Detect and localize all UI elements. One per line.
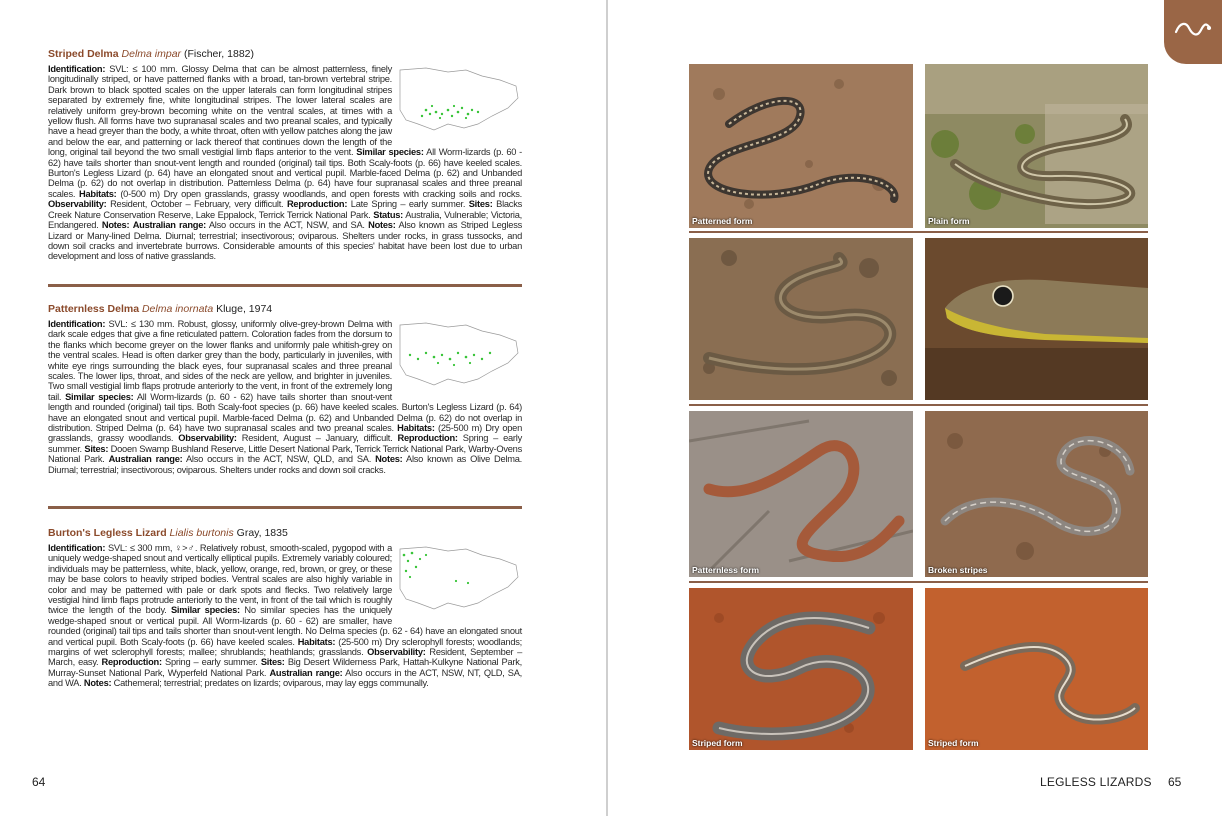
field-label: Habitats: [79,188,117,199]
field-label: Reproduction: [286,199,348,210]
snake-icon [1173,18,1213,42]
author-year: Gray, 1835 [236,527,288,539]
field-label: Similar species: [65,391,134,402]
field-text: SVL: ≤ 100 mm. Glossy Delma that can be almost patternless, finely longitudinally striped, or have patterned flanks with a broad, tan-brown vertebral stripe. Dark brown to black spotted scales on the upper laterals can form longitudinal stripes separated by extremely fine, white longitudinal stripes. The lower lateral scales are relatively uniform grey-brown becoming white on the ventral scales, at times with a yellow flush. All forms have two supranasal scales and two preanal scales, and typically have a head greyer than the body, a white throat, often with yellow patches along the jaw and below the ear, and patterning or lack thereof that continues down the length of the long, original tail beyond the two small vestigial limb flaps anterior to the vent. [48,64,392,158]
photo-row-divider [689,231,1148,233]
photo-caption: Patterned form [692,216,753,226]
photo-caption: Plain form [928,216,970,226]
latin-name: Delma impar [121,48,182,60]
left-page [0,0,606,816]
species-entry-burtons-legless-lizard [48,527,522,689]
field-label: Observability: [367,647,426,658]
photo-burtons-striped-1 [689,588,913,750]
field-label: Sites: [84,443,109,454]
field-text: Dooen Swamp Bushland Reserve, Little Desert National Park, Terrick Terrick National Park, Warby-Ovens National Park. [48,443,522,465]
field-label: Similar species: [356,147,424,158]
field-label: Similar species: [170,605,240,616]
photo-row-divider [689,581,1148,583]
entry-heading [48,48,522,61]
field-text: (0-500 m) Dry open grasslands, grassy woodlands, and open forests with cracking soils and rocks. [116,188,522,199]
author-year: Kluge, 1974 [216,303,273,315]
field-text: Late Spring – early summer. [347,199,469,210]
latin-name: Lialis burtonis [169,527,234,539]
field-text: SVL: ≤ 130 mm. Robust, glossy, uniformly olive-grey-brown Delma with dark scale edges that give a fine reticulated pattern. Coloration fades from the dorsum to the flanks which become greyer on the lower flanks and uniformly pale whitish-grey on the ventral scales. Head is often darker grey than the body, particularly in juveniles, with white eye rings surrounding the black eyes, four supranasal scales and three preanal scales. The lower lips, throat, and sides of the neck are yellow, and brighter in juveniles. Two small vestigial limb flaps protrude anteriorly to the vent, in front of the extremely long tail. [48,319,392,402]
field-text: All Worm-lizards (p. 60 - 62) have tails shorter than snout-vent length and rounded (original) tail tips. Both Scaly-foot species (p. 66) have keeled scales. Burton's Legless Lizard (p. 64) have an elongated snout and vertical pupil. Marble-faced Delma (p. 62) and Unbanded Delma (p. 62) do not overlap in distribution. Striped Delma (p. 64) have two supranasal scales and two preanal scales. [48,391,522,434]
field-text: No similar species has the uniquely wedge-shaped snout or vertical pupil. All Worm-lizards (p. 60 - 62) are smaller, have rounded (original) tail tips and tails shorter than snout-vent length. No Delma species (p. 62 - 64) have an elongated snout and vertical pupil. Both Scaly-foots (p. 66) have keeled scales. [48,605,522,647]
entry-heading [48,303,522,316]
field-label: Reproduction: [397,433,458,444]
author-year: (Fischer, 1882) [183,48,254,60]
photo-caption: Patternless form [692,565,760,575]
entry-heading [48,527,522,540]
photo-bg [689,64,913,228]
common-name: Burton's Legless Lizard [48,527,167,539]
entry-body [48,319,522,475]
field-label: Notes: [101,220,130,231]
entry-body [48,64,522,262]
distribution-map [396,319,522,391]
field-text: Also occurs in the ACT, NSW, QLD, and SA. [182,454,376,465]
photo-row-divider [689,404,1148,406]
photo-caption: Broken stripes [928,565,988,575]
field-text: Resident, September – March, easy. [48,647,522,668]
field-text: Spring – early summer. [48,433,522,454]
page-number: 65 [1168,775,1182,789]
field-label: Observability: [48,199,107,210]
field-text: Spring – early summer. [161,657,261,668]
field-label: Australian range: [132,220,206,231]
field-text: Cathemeral; terrestrial; predates on lizards; oviparous, may lay eggs communally. [111,678,429,689]
photo-bg [925,588,1148,750]
common-name: Striped Delma [48,48,119,60]
common-name: Patternless Delma [48,303,140,315]
photo-caption: Striped form [928,738,979,748]
field-text: Also known as Olive Delma. Diurnal; terrestrial; insectivorous; oviparous. Shelters under rocks and down soil cracks. [48,454,522,475]
right-page [608,0,1222,816]
field-text: (25-500 m) Dry sclerophyll forests; woodlands; margins of wet sclerophyll forests; mallee; shrublands; heathlands; grasslands. [48,636,522,658]
field-label: Australian range: [108,454,183,465]
entry-body [48,543,522,689]
running-head: LEGLESS LIZARDS [1040,775,1152,789]
field-label: Australian range: [269,667,343,678]
distribution-map [396,543,522,615]
field-text: Resident, August – January, difficult. [236,433,398,444]
field-label: Notes: [368,220,396,231]
field-text: All Worm-lizards (p. 60 - 62) have tails shorter than snout-vent length and rounded (original) tail tips. Both Scaly-foots (p. 66) have keeled scales. Burton's Legless Lizard (p. 64) have an elongated snout and vertical pupil. Marble-faced Delma (p. 62) and Unbanded Delma (p. 62) do not overlap in distribution. Patternless Delma (p. 64) have four supranasal scales and three preanal scales. [48,147,522,199]
species-entry-striped-delma [48,48,522,262]
photo-burtons-broken-stripes [925,411,1148,577]
field-label: Notes: [83,678,112,689]
field-label: Observability: [178,433,237,444]
field-label: Identification: [48,543,106,553]
field-label: Habitats: [397,423,435,434]
photo-striped-delma-patterned [689,64,913,228]
field-label: Notes: [375,454,403,465]
latin-name: Delma inornata [141,303,214,315]
field-text: Also occurs in the ACT, NSW, and SA. [205,220,369,231]
section-divider [48,506,522,509]
field-text: (25-500 m) Dry open grasslands, grassy woodlands. [48,423,522,444]
field-label: Reproduction: [101,657,162,668]
field-text: Resident, October – February, very difficult. [106,199,287,210]
field-text: Australia, Vulnerable; Victoria, Endangered. [48,209,522,231]
field-text: Also known as Striped Legless Lizard or Many-lined Delma. Diurnal; terrestrial; insectivorous; oviparous. Shelters under rocks, in grass tussocks, and down soil cracks and invertebrate burrows. Considerable amounts of this species' habitat have been lost due to urban development and loss of native grasslands. [48,220,522,262]
page-number: 64 [32,775,46,789]
field-label: Sites: [468,199,493,210]
chapter-tab [1164,0,1222,64]
field-label: Status: [373,209,404,220]
section-divider [48,284,522,287]
field-label: Identification: [48,319,106,329]
field-text: Also occurs in the ACT, NSW, NT, QLD, SA, and WA. [48,667,522,689]
photo-patternless-delma-head [925,238,1148,400]
photo-caption: Striped form [692,738,743,748]
field-text: Blacks Creek Nature Conservation Reserve, Lake Eppalock, Terrick Terrick National Park. [48,199,522,220]
field-label: Habitats: [297,636,336,647]
field-text: SVL: ≤ 300 mm, ♀>♂. Relatively robust, smooth-scaled, pygopod with a uniquely wedge-shaped snout and vertically elliptical pupils. Extremely variably coloured; individuals may be patternless, white, black, yellow, orange, red, brown, or grey, or these may be base colors to heavily striped bodies. Ventral scales are also highly variable in color and may be patterned with pale or dark spots and flecks. Two relatively large vestigial hind limb flaps protrude anteriorly to the vent, in front of the tail which is roughly twice the length of the body. [48,543,392,616]
species-entry-patternless-delma [48,303,522,475]
distribution-map [396,64,522,136]
photo-burtons-patternless [689,411,913,577]
field-label: Identification: [48,64,106,74]
photo-patternless-delma-1 [689,238,913,400]
field-text: Big Desert Wilderness Park, Hattah-Kulkyne National Park, Murray-Sunset National Park, Wyperfeld National Park. [48,657,522,678]
photo-burtons-striped-2 [925,588,1148,750]
photo-striped-delma-plain [925,64,1148,228]
field-label: Sites: [260,657,285,668]
